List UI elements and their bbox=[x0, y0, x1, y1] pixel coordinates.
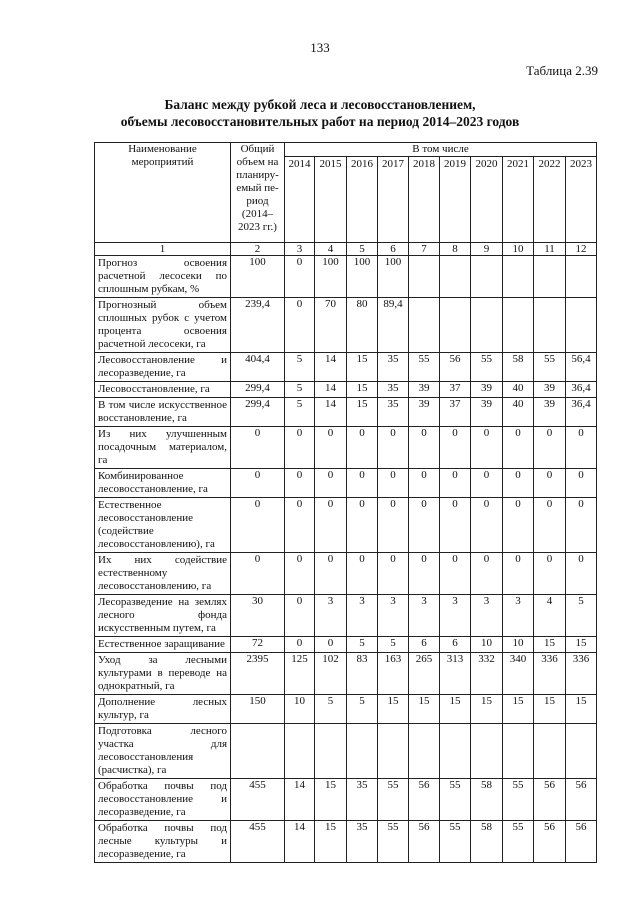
row-value: 15 bbox=[378, 695, 409, 724]
row-value: 0 bbox=[285, 298, 315, 353]
row-total: 404,4 bbox=[231, 353, 285, 382]
table-row bbox=[95, 298, 597, 353]
table-title bbox=[0, 96, 640, 130]
row-value: 3 bbox=[440, 595, 471, 637]
row-value: 163 bbox=[378, 653, 409, 695]
row-value bbox=[409, 256, 440, 298]
row-value: 35 bbox=[378, 382, 409, 398]
row-value: 15 bbox=[534, 637, 566, 653]
table-row bbox=[95, 353, 597, 382]
header-year: 2023 bbox=[566, 157, 597, 243]
row-value: 56 bbox=[566, 779, 597, 821]
table-row bbox=[95, 821, 597, 863]
row-name: Лесовосстановление и лесоразведение, га bbox=[95, 353, 231, 382]
row-value bbox=[409, 724, 440, 779]
row-total: 150 bbox=[231, 695, 285, 724]
column-number: 3 bbox=[285, 243, 315, 256]
row-value: 39 bbox=[409, 398, 440, 427]
row-total: 455 bbox=[231, 779, 285, 821]
row-name: Обработка почвы под лесные культуры и лесоразведение, га bbox=[95, 821, 231, 863]
row-value: 55 bbox=[503, 779, 534, 821]
row-value: 55 bbox=[534, 353, 566, 382]
row-value: 0 bbox=[315, 637, 347, 653]
column-number: 7 bbox=[409, 243, 440, 256]
row-value: 313 bbox=[440, 653, 471, 695]
column-number: 5 bbox=[347, 243, 378, 256]
row-value: 0 bbox=[347, 498, 378, 553]
row-name: Из них улучшенным посадочным материалом, га bbox=[95, 427, 231, 469]
row-value: 58 bbox=[503, 353, 534, 382]
row-value: 39 bbox=[471, 382, 503, 398]
row-name: Уход за лесными культурами в переводе на однократный, га bbox=[95, 653, 231, 695]
table-label: Таблица 2.39 bbox=[526, 63, 598, 78]
row-value: 0 bbox=[378, 469, 409, 498]
row-value: 5 bbox=[285, 353, 315, 382]
column-number: 10 bbox=[503, 243, 534, 256]
row-value: 0 bbox=[285, 553, 315, 595]
row-name: Естественное заращивание bbox=[95, 637, 231, 653]
header-row-1 bbox=[95, 143, 597, 157]
row-value: 0 bbox=[534, 427, 566, 469]
row-value: 100 bbox=[378, 256, 409, 298]
row-value: 80 bbox=[347, 298, 378, 353]
header-year: 2016 bbox=[347, 157, 378, 243]
row-value: 3 bbox=[471, 595, 503, 637]
row-value: 3 bbox=[409, 595, 440, 637]
row-value: 40 bbox=[503, 382, 534, 398]
row-value: 5 bbox=[566, 595, 597, 637]
row-value: 36,4 bbox=[566, 398, 597, 427]
row-name: Лесовосстановление, га bbox=[95, 382, 231, 398]
row-total: 0 bbox=[231, 469, 285, 498]
title-line-1: Баланс между рубкой леса и лесовосстановлением, bbox=[164, 97, 476, 112]
row-value: 0 bbox=[566, 553, 597, 595]
column-number: 2 bbox=[231, 243, 285, 256]
row-value bbox=[566, 256, 597, 298]
row-value: 15 bbox=[315, 779, 347, 821]
table-row bbox=[95, 398, 597, 427]
row-value bbox=[503, 298, 534, 353]
row-value bbox=[566, 724, 597, 779]
row-value bbox=[471, 298, 503, 353]
row-value: 15 bbox=[315, 821, 347, 863]
row-value: 14 bbox=[315, 353, 347, 382]
row-value: 0 bbox=[285, 498, 315, 553]
row-value: 56 bbox=[534, 821, 566, 863]
column-number: 12 bbox=[566, 243, 597, 256]
row-value: 55 bbox=[409, 353, 440, 382]
row-value: 15 bbox=[471, 695, 503, 724]
row-value: 0 bbox=[440, 469, 471, 498]
row-value bbox=[440, 298, 471, 353]
row-total: 299,4 bbox=[231, 398, 285, 427]
row-value: 5 bbox=[285, 382, 315, 398]
table-row bbox=[95, 653, 597, 695]
row-value: 58 bbox=[471, 779, 503, 821]
row-value: 0 bbox=[285, 637, 315, 653]
row-value: 6 bbox=[409, 637, 440, 653]
row-value: 14 bbox=[285, 821, 315, 863]
row-name: В том числе искусственное восстановление, га bbox=[95, 398, 231, 427]
row-value: 15 bbox=[347, 353, 378, 382]
row-value: 15 bbox=[503, 695, 534, 724]
row-value: 55 bbox=[503, 821, 534, 863]
row-total: 299,4 bbox=[231, 382, 285, 398]
column-number: 4 bbox=[315, 243, 347, 256]
row-value: 0 bbox=[503, 469, 534, 498]
row-value: 5 bbox=[285, 398, 315, 427]
row-value bbox=[471, 256, 503, 298]
row-name: Естественное лесовосстановление (содействие лесовосстановлению), га bbox=[95, 498, 231, 553]
row-total: 72 bbox=[231, 637, 285, 653]
row-name: Дополнение лесных культур, га bbox=[95, 695, 231, 724]
row-value bbox=[503, 256, 534, 298]
row-total: 0 bbox=[231, 553, 285, 595]
row-value bbox=[566, 298, 597, 353]
page-number: 133 bbox=[310, 40, 330, 55]
row-value: 0 bbox=[534, 498, 566, 553]
row-value: 336 bbox=[534, 653, 566, 695]
row-value: 39 bbox=[471, 398, 503, 427]
row-value: 37 bbox=[440, 382, 471, 398]
row-total: 30 bbox=[231, 595, 285, 637]
row-value: 89,4 bbox=[378, 298, 409, 353]
row-total: 0 bbox=[231, 498, 285, 553]
row-value: 56 bbox=[409, 779, 440, 821]
row-value: 0 bbox=[471, 469, 503, 498]
row-value: 10 bbox=[471, 637, 503, 653]
row-value: 100 bbox=[347, 256, 378, 298]
row-name: Их них содействие естественному лесовосстановлению, га bbox=[95, 553, 231, 595]
row-value: 265 bbox=[409, 653, 440, 695]
row-total bbox=[231, 724, 285, 779]
row-value: 332 bbox=[471, 653, 503, 695]
row-value: 336 bbox=[566, 653, 597, 695]
table-row bbox=[95, 427, 597, 469]
row-value: 6 bbox=[440, 637, 471, 653]
row-value: 55 bbox=[378, 821, 409, 863]
row-value: 0 bbox=[471, 498, 503, 553]
row-value: 0 bbox=[440, 553, 471, 595]
row-value: 102 bbox=[315, 653, 347, 695]
row-value: 15 bbox=[534, 695, 566, 724]
row-total: 239,4 bbox=[231, 298, 285, 353]
row-value: 0 bbox=[440, 498, 471, 553]
row-value: 0 bbox=[409, 427, 440, 469]
table-row bbox=[95, 382, 597, 398]
row-value: 10 bbox=[285, 695, 315, 724]
row-value: 15 bbox=[347, 382, 378, 398]
column-number: 9 bbox=[471, 243, 503, 256]
row-value: 3 bbox=[503, 595, 534, 637]
header-year: 2017 bbox=[378, 157, 409, 243]
balance-table bbox=[94, 142, 597, 863]
row-value: 55 bbox=[440, 821, 471, 863]
row-value: 0 bbox=[566, 498, 597, 553]
row-value: 0 bbox=[471, 553, 503, 595]
row-total: 455 bbox=[231, 821, 285, 863]
row-name: Комбинированное лесовосстановление, га bbox=[95, 469, 231, 498]
row-value: 56 bbox=[534, 779, 566, 821]
row-value: 0 bbox=[347, 553, 378, 595]
row-value: 0 bbox=[534, 469, 566, 498]
row-value: 0 bbox=[534, 553, 566, 595]
table-row bbox=[95, 469, 597, 498]
row-value: 0 bbox=[409, 498, 440, 553]
row-value: 36,4 bbox=[566, 382, 597, 398]
header-year: 2020 bbox=[471, 157, 503, 243]
row-value bbox=[440, 256, 471, 298]
row-name: Прогноз освоения расчетной лесосеки по сплошным рубкам, % bbox=[95, 256, 231, 298]
row-value bbox=[503, 724, 534, 779]
row-value: 0 bbox=[566, 469, 597, 498]
row-name: Подготовка лесного участка для лесовосстановления (расчистка), га bbox=[95, 724, 231, 779]
row-value: 4 bbox=[534, 595, 566, 637]
row-value: 55 bbox=[378, 779, 409, 821]
row-value: 56 bbox=[440, 353, 471, 382]
row-value: 15 bbox=[566, 695, 597, 724]
row-value: 37 bbox=[440, 398, 471, 427]
row-name: Обработка почвы под лесовосстановление и лесоразведение, га bbox=[95, 779, 231, 821]
row-value bbox=[347, 724, 378, 779]
column-number: 11 bbox=[534, 243, 566, 256]
row-value bbox=[409, 298, 440, 353]
row-value: 0 bbox=[315, 553, 347, 595]
row-value: 14 bbox=[315, 382, 347, 398]
column-number: 6 bbox=[378, 243, 409, 256]
row-value: 3 bbox=[378, 595, 409, 637]
row-value: 0 bbox=[347, 469, 378, 498]
row-value: 58 bbox=[471, 821, 503, 863]
row-value: 0 bbox=[285, 595, 315, 637]
row-value: 0 bbox=[440, 427, 471, 469]
row-value bbox=[534, 256, 566, 298]
row-value: 15 bbox=[409, 695, 440, 724]
header-year: 2018 bbox=[409, 157, 440, 243]
row-value: 3 bbox=[315, 595, 347, 637]
row-value: 0 bbox=[285, 256, 315, 298]
row-value bbox=[315, 724, 347, 779]
row-value: 0 bbox=[503, 553, 534, 595]
header-including: В том числе bbox=[285, 143, 597, 157]
row-value: 56,4 bbox=[566, 353, 597, 382]
row-value: 0 bbox=[378, 427, 409, 469]
row-value: 35 bbox=[347, 779, 378, 821]
table-row bbox=[95, 498, 597, 553]
row-total: 100 bbox=[231, 256, 285, 298]
row-value: 0 bbox=[347, 427, 378, 469]
row-value: 125 bbox=[285, 653, 315, 695]
row-value: 0 bbox=[566, 427, 597, 469]
row-value: 70 bbox=[315, 298, 347, 353]
row-value: 35 bbox=[347, 821, 378, 863]
row-value bbox=[534, 724, 566, 779]
row-name: Прогнозный объем сплошных рубок с учетом процента освоения расчетной лесосеки, га bbox=[95, 298, 231, 353]
row-value bbox=[285, 724, 315, 779]
row-value: 0 bbox=[315, 498, 347, 553]
table-row bbox=[95, 724, 597, 779]
row-total: 2395 bbox=[231, 653, 285, 695]
row-value: 0 bbox=[409, 469, 440, 498]
row-value: 40 bbox=[503, 398, 534, 427]
row-value: 0 bbox=[285, 469, 315, 498]
row-value: 10 bbox=[503, 637, 534, 653]
row-value: 39 bbox=[534, 382, 566, 398]
row-value: 56 bbox=[566, 821, 597, 863]
title-line-2: объемы лесовосстановительных работ на период 2014–2023 годов bbox=[120, 114, 520, 129]
row-value: 14 bbox=[315, 398, 347, 427]
row-value: 0 bbox=[378, 498, 409, 553]
table-row bbox=[95, 779, 597, 821]
row-value: 14 bbox=[285, 779, 315, 821]
header-total: Общий объем на планиру-емый пе-риод (2014–2023 гг.) bbox=[231, 143, 285, 243]
row-value: 5 bbox=[315, 695, 347, 724]
table-row bbox=[95, 553, 597, 595]
row-value: 0 bbox=[378, 553, 409, 595]
row-value: 0 bbox=[285, 427, 315, 469]
row-value: 0 bbox=[409, 553, 440, 595]
row-value: 39 bbox=[409, 382, 440, 398]
row-value: 55 bbox=[440, 779, 471, 821]
header-year: 2022 bbox=[534, 157, 566, 243]
table-row bbox=[95, 695, 597, 724]
row-value: 83 bbox=[347, 653, 378, 695]
row-value: 100 bbox=[315, 256, 347, 298]
header-year: 2015 bbox=[315, 157, 347, 243]
row-value: 5 bbox=[378, 637, 409, 653]
row-value bbox=[534, 298, 566, 353]
row-value: 15 bbox=[566, 637, 597, 653]
header-year: 2019 bbox=[440, 157, 471, 243]
row-value: 15 bbox=[347, 398, 378, 427]
table-row bbox=[95, 256, 597, 298]
row-value bbox=[440, 724, 471, 779]
row-value: 15 bbox=[440, 695, 471, 724]
row-value: 0 bbox=[315, 427, 347, 469]
row-value: 5 bbox=[347, 637, 378, 653]
row-value: 35 bbox=[378, 398, 409, 427]
row-value: 3 bbox=[347, 595, 378, 637]
row-value: 340 bbox=[503, 653, 534, 695]
table-row bbox=[95, 637, 597, 653]
header-year: 2014 bbox=[285, 157, 315, 243]
column-numbers-row bbox=[95, 243, 597, 256]
row-value: 35 bbox=[378, 353, 409, 382]
row-value bbox=[471, 724, 503, 779]
column-number: 1 bbox=[95, 243, 231, 256]
row-value: 0 bbox=[315, 469, 347, 498]
row-value: 55 bbox=[471, 353, 503, 382]
row-value: 0 bbox=[471, 427, 503, 469]
row-value bbox=[378, 724, 409, 779]
row-name: Лесоразведение на землях лесного фонда искусственным путем, га bbox=[95, 595, 231, 637]
row-value: 39 bbox=[534, 398, 566, 427]
row-value: 0 bbox=[503, 427, 534, 469]
row-value: 56 bbox=[409, 821, 440, 863]
table-row bbox=[95, 595, 597, 637]
row-value: 5 bbox=[347, 695, 378, 724]
header-name: Наименование мероприятий bbox=[95, 143, 231, 243]
row-value: 0 bbox=[503, 498, 534, 553]
header-year: 2021 bbox=[503, 157, 534, 243]
row-total: 0 bbox=[231, 427, 285, 469]
column-number: 8 bbox=[440, 243, 471, 256]
